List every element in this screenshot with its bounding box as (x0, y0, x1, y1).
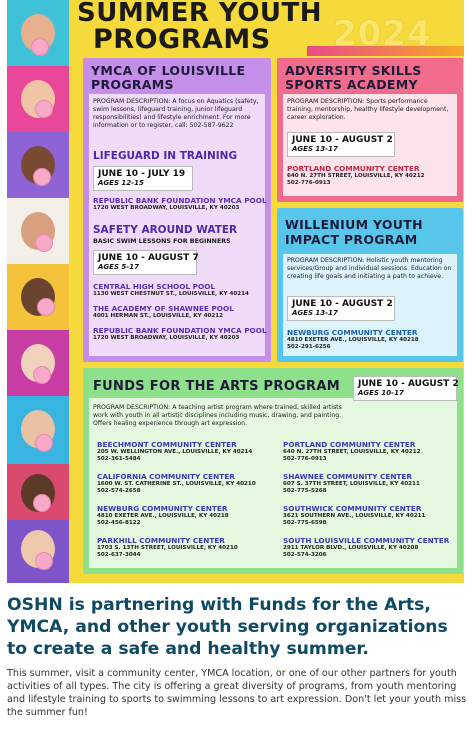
lifeguard-ages: AGES 12-15 (98, 179, 144, 187)
location-name: CENTRAL HIGH SCHOOL POOL (93, 282, 216, 291)
location-phone: 502-291-6256 (287, 344, 331, 350)
location-name: SOUTH LOUISVILLE COMMUNITY CENTER (283, 536, 450, 545)
arts-location (283, 536, 449, 559)
location-name: SHAWNEE COMMUNITY CENTER (283, 472, 413, 481)
poster-year: 2024 (333, 14, 432, 54)
youth-photo (7, 198, 69, 264)
lifeguard-location (93, 196, 267, 212)
safety-subheading: BASIC SWIM LESSONS FOR BEGINNERS (93, 238, 231, 245)
arts-description: PROGRAM DESCRIPTION: A teaching artist program where trained, skilled artists work with youth in all artistic disciplines including music, drawing, and painting. Offers healing experience through art expression. (93, 404, 342, 427)
willenium-location (287, 328, 419, 351)
youth-photo (7, 396, 69, 464)
summer-youth-programs-poster (7, 0, 464, 583)
location-address: 4810 EXETER AVE., LOUISVILLE, KY 40218 (97, 513, 229, 519)
location-address: 1130 WEST CHESTNUT ST., LOUISVILLE, KY 40214 (93, 291, 249, 297)
adversity-description: PROGRAM DESCRIPTION: Sports performance training, mentorship, healthy lifestyle development, career exploration. (287, 98, 449, 121)
lifeguard-heading: LIFEGUARD IN TRAINING (93, 150, 238, 162)
adversity-ages: AGES 13-17 (292, 145, 338, 153)
lifeguard-dates: JUNE 10 - JULY 19 (98, 169, 186, 179)
arts-title: FUNDS FOR THE ARTS PROGRAM (93, 379, 340, 394)
location-address: 2911 TAYLOR BLVD., LOUISVILLE, KY 40208 (283, 545, 419, 551)
adversity-location (287, 164, 425, 187)
youth-photo (7, 66, 69, 132)
location-address: 607 S. 37TH STREET, LOUISVILLE, KY 40211 (283, 481, 420, 487)
safety-dates: JUNE 10 - AUGUST 7 (98, 253, 199, 263)
safety-ages: AGES 5-17 (98, 263, 139, 271)
arts-location (97, 504, 229, 527)
arts-dates: JUNE 10 - AUGUST 2 (358, 379, 459, 389)
ymca-title-line2: PROGRAMS (91, 77, 174, 92)
location-name: CALIFORNIA COMMUNITY CENTER (97, 472, 235, 481)
willenium-title-line2: IMPACT PROGRAM (285, 232, 418, 247)
willenium-dates: JUNE 10 - AUGUST 2 (292, 299, 393, 309)
bubble-gum-photo-strip (7, 0, 69, 583)
location-name: SOUTHWICK COMMUNITY CENTER (283, 504, 422, 513)
location-address: 205 W. WELLINGTON AVE., LOUISVILLE, KY 40214 (97, 449, 253, 455)
youth-photo (7, 132, 69, 198)
article-headline: OSHN is partnering with Funds for the Arts, YMCA, and other youth serving organizations to create a safe and healthy summer. (7, 595, 448, 659)
ymca-programs-panel (83, 58, 271, 362)
ymca-description: PROGRAM DESCRIPTION: A focus on Aquatics (safety, swim lessons, lifeguard training, junior lifeguard responsibilities) and lifestyle enrichment. For more information or to register, call: 502-587-9622 (93, 98, 259, 129)
lifeguard-date-box (93, 166, 193, 191)
safety-location (93, 282, 249, 298)
article-body: This summer, visit a community center, YMCA location, or one of our other partners for youth activities of all types. The city is offering a great diversity of programs, from youth mentoring and lifestyle training to sports to swimming lessons to art expression. Don't let your youth miss the summer fun! (7, 668, 467, 718)
location-address: 640 N. 27TH STREET, LOUISVILLE, KY 40212 (287, 173, 425, 179)
adversity-details (283, 94, 457, 196)
arts-location (283, 440, 421, 463)
poster-title-line2: PROGRAMS (93, 24, 271, 55)
location-address: 1600 W. ST. CATHERINE ST., LOUISVILLE, KY 40210 (97, 481, 256, 487)
youth-photo (7, 520, 69, 583)
location-phone: 502-775-6598 (283, 520, 327, 526)
location-phone: 502-574-2658 (97, 488, 141, 494)
location-name: REPUBLIC BANK FOUNDATION YMCA POOL (93, 196, 267, 205)
poster-title-line1: SUMMER YOUTH (77, 0, 323, 28)
safety-date-box (93, 250, 197, 275)
willenium-youth-panel (277, 208, 463, 362)
willenium-ages: AGES 13-17 (292, 309, 338, 317)
location-phone: 502-776-0913 (283, 456, 327, 462)
arts-ages: AGES 10-17 (358, 389, 404, 397)
location-address: 1703 S. 13TH STREET, LOUISVILLE, KY 40210 (97, 545, 238, 551)
location-address: 1720 WEST BROADWAY, LOUISVILLE, KY 40203 (93, 205, 240, 211)
arts-details (89, 398, 457, 568)
arts-date-box (353, 376, 457, 401)
location-phone: 502-775-5268 (283, 488, 327, 494)
arts-location (97, 472, 256, 495)
location-phone: 502-574-3206 (283, 552, 327, 558)
adversity-dates: JUNE 10 - AUGUST 2 (292, 135, 393, 145)
safety-heading: SAFETY AROUND WATER (93, 224, 238, 236)
willenium-details (283, 254, 457, 356)
location-name: PARKHILL COMMUNITY CENTER (97, 536, 225, 545)
location-address: 1720 WEST BROADWAY, LOUISVILLE, KY 40203 (93, 335, 240, 341)
arts-location (283, 504, 425, 527)
location-name: BEECHMONT COMMUNITY CENTER (97, 440, 237, 449)
youth-photo (7, 330, 69, 396)
youth-photo (7, 264, 69, 330)
ymca-title-line1: YMCA OF LOUISVILLE (91, 63, 246, 78)
location-address: 3621 SOUTHERN AVE., LOUISVILLE, KY 40211 (283, 513, 426, 519)
willenium-title-line1: WILLENIUM YOUTH (285, 217, 423, 232)
adversity-title-line1: ADVERSITY SKILLS (285, 63, 422, 78)
safety-location (93, 326, 267, 342)
youth-photo (7, 464, 69, 520)
location-address: 640 N. 27TH STREET, LOUISVILLE, KY 40212 (283, 449, 421, 455)
safety-location (93, 304, 234, 320)
arts-location (97, 440, 252, 463)
funds-for-the-arts-panel (83, 368, 463, 574)
location-phone: 502-361-5484 (97, 456, 141, 462)
adversity-date-box (287, 132, 395, 157)
location-phone: 502-456-8122 (97, 520, 141, 526)
location-phone: 502-637-3044 (97, 552, 141, 558)
location-phone: 502-776-0913 (287, 180, 331, 186)
location-address: 4810 EXETER AVE., LOUISVILLE, KY 40218 (287, 337, 419, 343)
arts-location (283, 472, 420, 495)
willenium-date-box (287, 296, 395, 321)
willenium-description: PROGRAM DESCRIPTION: Holistic youth mentoring services/Group and individual sessions. Education on creating life goals and initiating a path to achieve. (287, 257, 452, 280)
youth-photo (7, 0, 69, 66)
adversity-title-line2: SPORTS ACADEMY (285, 77, 418, 92)
ymca-details (89, 94, 265, 356)
location-address: 4001 HERMAN ST., LOUISVILLE, KY 40212 (93, 313, 224, 319)
location-name: PORTLAND COMMUNITY CENTER (287, 164, 420, 173)
location-name: PORTLAND COMMUNITY CENTER (283, 440, 416, 449)
location-name: NEWBURG COMMUNITY CENTER (97, 504, 228, 513)
adversity-skills-panel (277, 58, 463, 202)
arts-location (97, 536, 238, 559)
location-name: REPUBLIC BANK FOUNDATION YMCA POOL (93, 326, 267, 335)
location-name: NEWBURG COMMUNITY CENTER (287, 328, 418, 337)
location-name: THE ACADEMY OF SHAWNEE POOL (93, 304, 234, 313)
